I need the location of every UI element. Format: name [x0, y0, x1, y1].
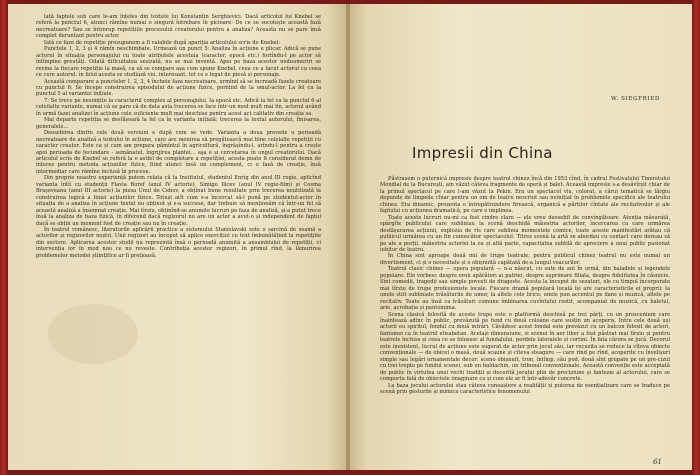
paragraph: În China sint aproape două mii de trupe teatrale; pentru publicul chinez teatrul nu este numai un divertisment, ci și o necesitate și o obișnuită capătată de-a lungul veacurilor.: [380, 253, 670, 266]
page-number: 61: [653, 458, 662, 466]
paragraph: Deosebirea dintre cele două versiuni e după cum se vede. Varianta a doua prevede o perioadă necreatoare de analiză a textului în acțiune, care are menirea să pregătească mai bine celelalte repetiții cu caracter creator. Este ca și cum am prepara pămîntul în agricultură, îngrășîndu-l, arîndu-l pentru a crește apoi perioada de fecundare - semănatul, îngrijirea plantei... aşa e și cercetarea în ungul creatorului. Dacă articolul scris de Knebel se referă la o astfel de completare a repetiției, acesta poate fi considerat demn de interes pentru metoda acțiunilor fizice, fiind atunci însă un complement, ci o fază de creație, însă intermediar care rămîne inclusă în procese.: [36, 130, 321, 175]
article-author: W. SIEGFRIED: [611, 96, 660, 102]
paper-stain: [48, 304, 138, 364]
paragraph: În teatrul românesc, literaturile aplicării practice a sistemului Stanislavski este o sarcină de seamă a actorilor și regizorilor noștri. Unii regizori au început să aplice exercițiul cu text îmbunătățind la repetițiile din sectore. Aplicarea acestor studii nu reprezintă însă o perioadă anumită a ansamblului de repetiții, ci intervenția lor în mod nou ce nu reveste. Contribuția acestor regizori, în primul rînd, la lămurirea problemelor metodei științifice ar fi prețioasă.: [36, 226, 321, 259]
paragraph: Iată ce faze de repetiție presupunem a fi valabile după apariția articolului scris de Knebel:: [44, 39, 281, 46]
paragraph: 7: Se trece pe nesimțite la caracterul complex al personajului, la epocă etc. Adică la fel ca la punctul 6 al celeilalte variante, numai că se pare că de data asta trecerea se face într-un mod mult mai lin, actorul având în urmă fazei analizei în acțiune cele suficiente mult mai deschise pentru acest act calitativ din creația sa.: [36, 97, 321, 117]
paragraph: Din proprie noastre experiență putem relata că la Institutul, studentul Enrig din anul III regie, aplicînd varianta întîi cu studenții Flavia Buref (anul IV actorie), Simige Ilicev (anul IV regie-film) și Cosma Brașoveanu (anul III actorie) la piesa Unul de Cebov, a obținut bune rezultate prin trecerea neutilizată la construirea logică a liniei acțiunilor fizice. Totuși atît cum s-a încercat să-l pună pe studentul-actor în situația de a analiza în acțiune textul nu obținut și s-a succese, dar trebuie să menționăm că într-un fel să această analiză a însemnat creație. Mai tîrziu, obținînd-se anumite lucruri pe faza de analiză, și-a putut trece însă la analiza de baza fizică, în diferend dacă regizorul nu are un actor a avut-o și independent de faptul dacă se obțin un moment fost de creație sau nu în creație.: [36, 175, 321, 227]
paragraph: Mai departe repetiția se desfășoară la fel ca în varianta inițială: trecerea la textul autorului, finisarea, generalele...: [36, 117, 321, 130]
paragraph: Toate aceste lucruri nu-mi ca fost cindre clare — ele ereu deosebit de convingătoare. Atenția măsurată, spărgîte publicului care subliniau la scenă deschidă măiestria actorilor, încercarea ca care urmărea desfășurarea acțiunii, explozia de rîs care sublinia momentele comice, toate aceste manifestări arătau că publicul urmărea cu un fin cunoscător spectacolul. Titrez scenă la artă se abordau cu contact care doreau să pe ale a porții, măiestria actoriei la ea și altă parte, capacitatea subtilă de apreciere a unui public pasionat iubitor de teatru.: [380, 214, 670, 253]
paragraph: Scena clasică folosită de aceste trupe este o platformă deschisă pe trei părți, cu un proscenium care înaintează adînc în public, prevăzută pe fund cu două coloane care susțin un acoperiș. Intre cele două uși actorii eu spiritul, fondul cu două intrări. Căvădesc acest fondal este prevăzut cu un balcon folosit de actori, fantomei ca în teatrul elisabetan. Același dimensiune, si scenei în aer liber a fost păstrat mai tîrziu și pentru teatrele închise și ceea ce se folosesc al fundalului, perdele lateralele și cortini. În fata cărora se jucă. Decorul este inexistent, lucrul de acțiune este sugerat de actor prin jocul său, iar recuzita se reduce la cîteva obiecte convenționale — de obicei o masă, două scaune și cîteva steagure — care rînd pe rînd, acoperite cu învelișuri simple sau legări ornamentale decor: sceno obișnuit, tron, întîmp, său pod, două sînt grupate pe un pre-cizul cu trei trepte pe fundul scenei, sub un baldachin, un tribunal convenționale. Această convenție este acceptată de public în virtutea unei vechi tradiții și docerită jocului plin de preciziune și fantezie al actorului, care se comporta fată de obiectele imaginare ca și cum ele ar fi într-adevăr concrete.: [380, 311, 670, 383]
paragraph: La baza jocului actorului stau câteva cunoaștere a realității și puterea de esențializare care se traduce pe scenă prin gesturile și mimica caracteristice fenomenului: [380, 382, 670, 395]
left-page-text: [36, 14, 321, 259]
left-page: [8, 4, 347, 470]
paragraph: Această comparare a punctelor 1, 2, 3, 4 încheie faza necreatoare, urmînd să se încreadă fazele creatoare cu punctul 6: Se începe construirea episodului de acțiune fizice, pornind de la omul-actor. La fel ca la punctul 5 al variantei inițiale.: [36, 78, 321, 98]
paragraph: Teatrul clasic chinez — opera populară — n-a născut, cu sute de ani în urmă, din baladele și legendele populare. Ele vorbesc despre eroii apărători ai patriei, despre suprimare filiala, despre fidelitatea în căsnicie. Sînt comedii, tragedii sau simple povești de dragoste. Acesta la început de sezatori, ele cu timpul încorporate mai tîrziu de trupe profesioniste locale. Fiecare dramă populară locală își are caracteristicile ei proprii: la unele stilt subliniate trăsăturile de umor, la altele cele lirice; unele pun accentul pe dans și muzică, altele pe recitativ. Toate au însă ca trăsături comune îmbinarea cuvîntului rostit, acompaniat de muzică, cu baletul, arie, acrobația și pantomima.: [380, 266, 670, 312]
right-page: [350, 4, 692, 470]
paragraph: Păstrasem o puternică impresie despre teatrul chinez încă din 1953 cînd, în cadrul Festivalului Tineretului Mondial de la București, am văzut câteva fragmente de operă și balet. Această impresie s-a desăvîrșit chiar de la primul spectacol pe care l-am văzut la Pekin. Era un spectacol viu, colorat, a cărui tematică se lărgiu depunde de limpede chiar pentru un om de teatru nescriut sau neinițiat în problemele specifice ale teatrului chinez. Era dinamic, prezenta o întrepătrundere firească, organică a părților cîntate ale recitativelor și ale faptului cu acțiunea dramatică, pe care o implinea.: [380, 176, 670, 215]
article-title: Impresii din China: [412, 144, 553, 162]
right-page-text: [380, 176, 670, 395]
paragraph: Punctele 1, 2, 3 și 4 rămîn neschimbate. Urmează un punct 5: Analiza în acțiune e plicar. Adică se pune actorul în situația personajului cu toate atributele acestuia (caracter, epocă etc.) fortîndu-l pe actor să întîmpine greutăți. Odată dificultatea sesizată, nu se mai inventă. Apoi pe baza acestor neduumeriri se revine la fiecare repetiție la masă, ca să se compare aşa cum spune Knebel, ceea ce a facut actorul cu ceea ce cere autorul. în felul acesta se studiază viu, interesant, tot ce e legat de piesă și personaje.: [36, 46, 321, 79]
paragraph: lată faptele sub care le-am înțeles din textele lui Konstantin Serghievici. Dacă articolul lui Knebel se referă la punctul 6, atunci rămîne numai o singură întrebare în picioare: De ce se socotește această fază necreatoare? Sau se întrerup repetițiile procesului creatorului pentru a analiza? Aceasta nu se pare însă complet deruntant pentru actor.: [36, 14, 321, 40]
